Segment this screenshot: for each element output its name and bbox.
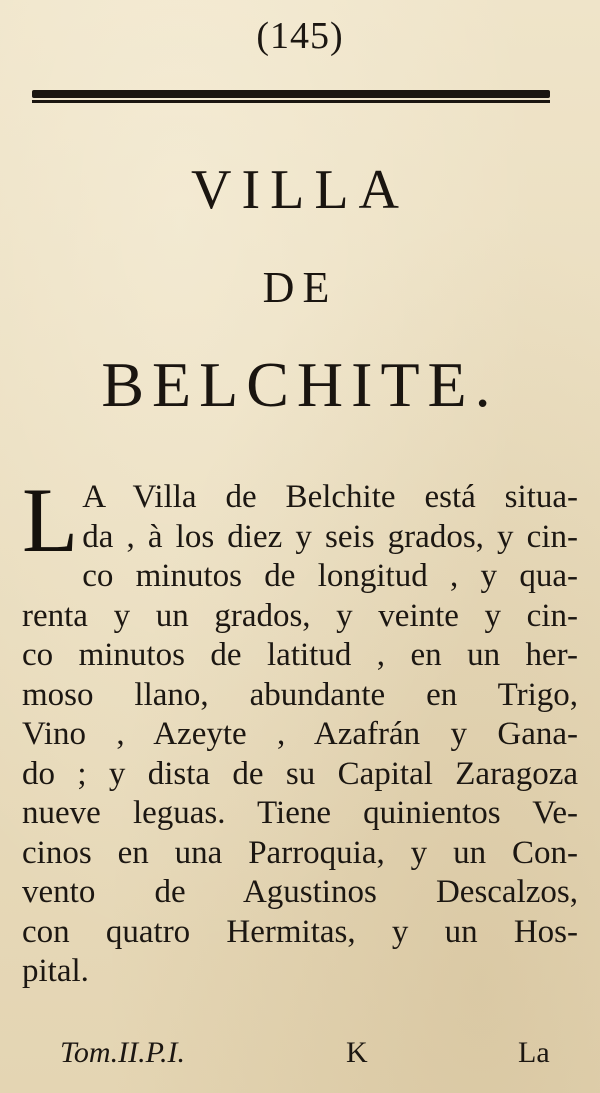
signature-mark: K — [346, 1036, 368, 1069]
page-footer — [0, 1036, 600, 1076]
header-rule-thick — [32, 90, 550, 98]
title-line-3: BELCHITE. — [101, 349, 499, 420]
catchword: La — [518, 1036, 550, 1069]
body-line: cinos en una Parroquia, y un Con- — [22, 834, 578, 871]
volume-signature: Tom.II.P.I. — [60, 1036, 186, 1069]
header-rule — [32, 90, 550, 104]
body-line-last: pital. — [22, 953, 89, 989]
body-line: A Villa de Belchite está situa- — [82, 479, 578, 515]
title-line-1: VILLA — [191, 159, 409, 221]
page-number: (145) — [256, 15, 344, 57]
body-line: nueve leguas. Tiene quinientos Ve- — [22, 795, 578, 831]
body-line: moso llano, abundante en Trigo, — [22, 676, 578, 713]
body-text — [22, 469, 578, 992]
body-line: da , à los diez y seis grados, y cin- — [82, 518, 578, 555]
body-line: vento de Agustinos Descalzos, — [22, 874, 578, 910]
body-line: con quatro Hermitas, y un Hos- — [22, 913, 578, 950]
body-line: Vino , Azeyte , Azafrán y Gana- — [22, 716, 578, 752]
drop-cap: L — [22, 469, 79, 571]
body-line: co minutos de longitud , y qua- — [82, 558, 578, 594]
body-line: co minutos de latitud , en un her- — [22, 637, 578, 673]
title-line-2: DE — [262, 263, 338, 312]
body-line: renta y un grados, y veinte y cin- — [22, 597, 578, 634]
body-line: do ; y dista de su Capital Zaragoza — [22, 755, 578, 792]
header-rule-thin — [32, 100, 550, 103]
